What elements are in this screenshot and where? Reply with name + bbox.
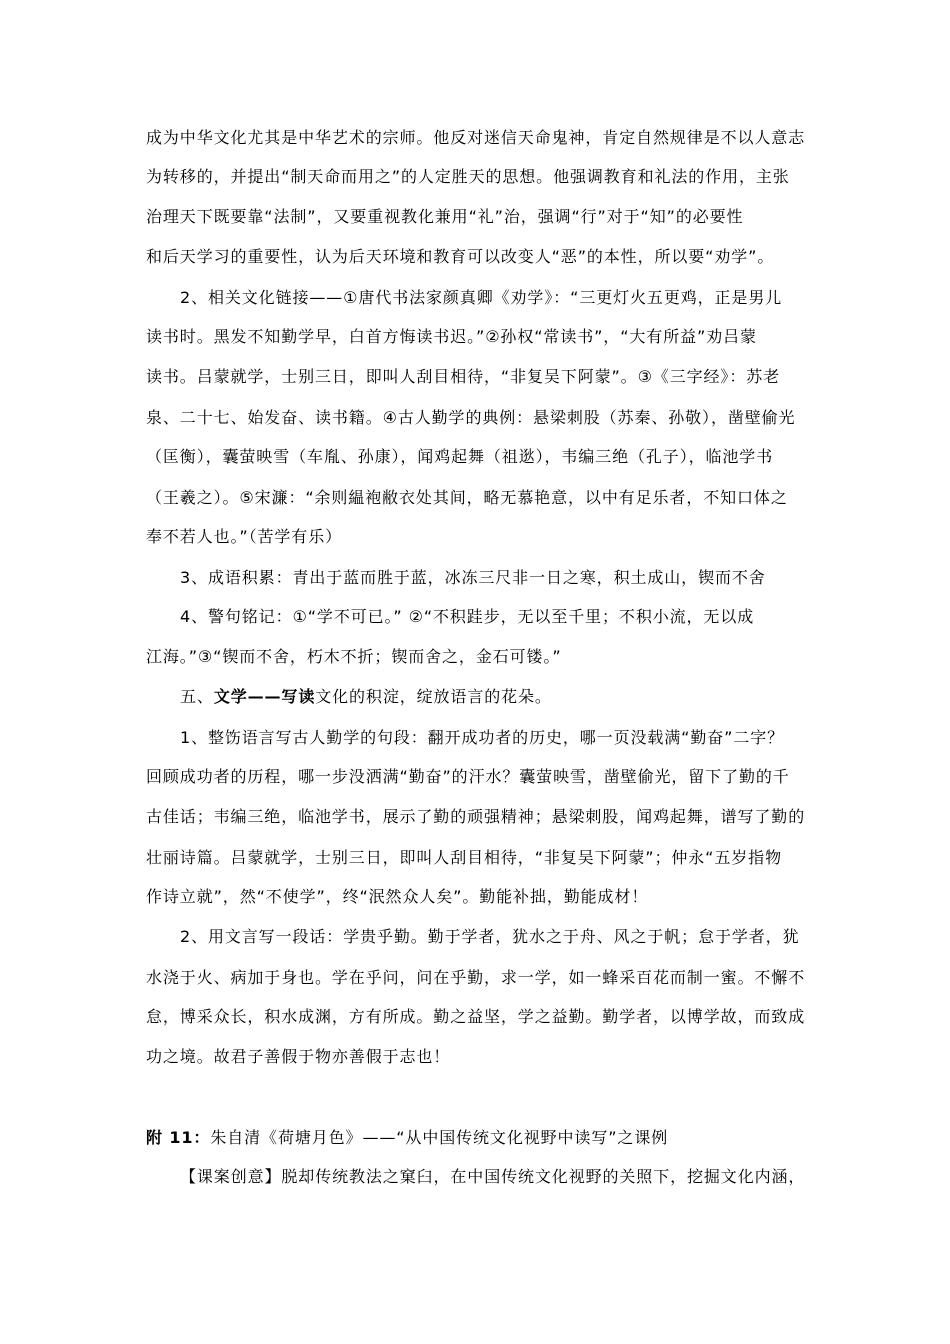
paragraph-line: 作诗立就”，然“不使学”，终“泯然众人矣”。勤能补拙，勤能成材！ <box>146 887 649 906</box>
paragraph-line: 功之境。故君子善假于物亦善假于志也！ <box>146 1047 451 1066</box>
appendix-title: 朱自清《荷塘月色》——“从中国传统文化视野中读写”之课例 <box>210 1128 669 1147</box>
paragraph-line: 古佳话；韦编三绝，临池学书，展示了勤的顽强精神；悬梁刺股，闻鸡起舞，谱写了勤的 <box>146 807 806 826</box>
appendix-number: 附 11： <box>146 1128 211 1147</box>
section-bold-title: 文学——写读 <box>213 687 316 706</box>
paragraph-line: 成为中华文化尤其是中华艺术的宗师。他反对迷信天命鬼神，肯定自然规律是不以人意志 <box>146 128 806 147</box>
paragraph-line: 为转移的，并提出“制天命而用之”的人定胜天的思想。他强调教育和礼法的作用，主张 <box>146 167 790 186</box>
section-heading <box>180 687 552 707</box>
paragraph-line: 回顾成功者的历程，哪一步没洒满“勤奋”的汗水？囊萤映雪，凿壁偷光，留下了勤的千 <box>146 767 790 786</box>
paragraph-line: 泉、二十七、始发奋、读书籍。④古人勤学的典例：悬梁刺股（苏秦、孙敬），凿壁偷光 <box>146 408 796 427</box>
paragraph-line: （王羲之）。⑤宋濂：“余则緼袍敝衣处其间，略无慕艳意，以中有足乐者，不知口体之 <box>146 488 788 507</box>
paragraph-line: 奉不若人也。”（苦学有乐） <box>146 527 342 546</box>
paragraph-line: 2、用文言写一段话：学贵乎勤。勤于学者，犹水之于舟、风之于帆；怠于学者，犹 <box>180 927 800 946</box>
appendix-heading <box>146 1128 668 1148</box>
paragraph-line: 读书时。黑发不知勤学早，白首方悔读书迟。”②孙权“常读书”，“大有所益”劝吕蒙 <box>146 327 757 346</box>
paragraph-line: 江海。”③“锲而不舍，朽木不折；锲而舍之，金石可镂。” <box>146 647 562 666</box>
paragraph-line: 1、整饬语言写古人勤学的句段：翻开成功者的历史，哪一页没载满“勤奋”二字？ <box>180 728 785 747</box>
paragraph-line: 水浇于火、病加于身也。学在乎问，问在乎勤，求一学，如一蜂采百花而制一蜜。不懈不 <box>146 968 806 987</box>
paragraph-line: 壮丽诗篇。吕蒙就学，士别三日，即叫人刮目相待，“非复吴下阿蒙”；仲永“五岁指物 <box>146 848 782 867</box>
section-number: 五、 <box>180 687 214 706</box>
paragraph-line: 读书。吕蒙就学，士别三日，即叫人刮目相待，“非复吴下阿蒙”。③《三字经》：苏老 <box>146 367 781 386</box>
paragraph-line: 4、警句铭记：①“学不可已。” ②“不积跬步，无以至千里；不积小流，无以成 <box>180 607 755 626</box>
paragraph-line: 【课案创意】脱却传统教法之窠臼，在中国传统文化视野的关照下，挖掘文化内涵， <box>180 1167 806 1186</box>
paragraph-line: （匡衡），囊萤映雪（车胤、孙康），闻鸡起舞（祖逖），韦编三绝（孔子），临池学书 <box>146 447 774 466</box>
paragraph-line: 3、成语积累：青出于蓝而胜于蓝，冰冻三尺非一日之寒，积土成山，锲而不舍 <box>180 568 766 587</box>
paragraph-line: 治理天下既要靠“法制”，又要重视教化兼用“礼”治，强调“行”对于“知”的必要性 <box>146 207 744 226</box>
paragraph-line: 2、相关文化链接——①唐代书法家颜真卿《劝学》：“三更灯火五更鸡，正是男儿 <box>180 288 783 307</box>
section-title-rest: 文化的积淀，绽放语言的花朵。 <box>315 687 552 706</box>
paragraph-line: 怠，博采众长，积水成渊，方有所成。勤之益坚，学之益勤。勤学者，以博学故，而致成 <box>146 1007 806 1026</box>
paragraph-line: 和后天学习的重要性，认为后天环境和教育可以改变人“恶”的本性，所以要“劝学”。 <box>146 247 775 266</box>
